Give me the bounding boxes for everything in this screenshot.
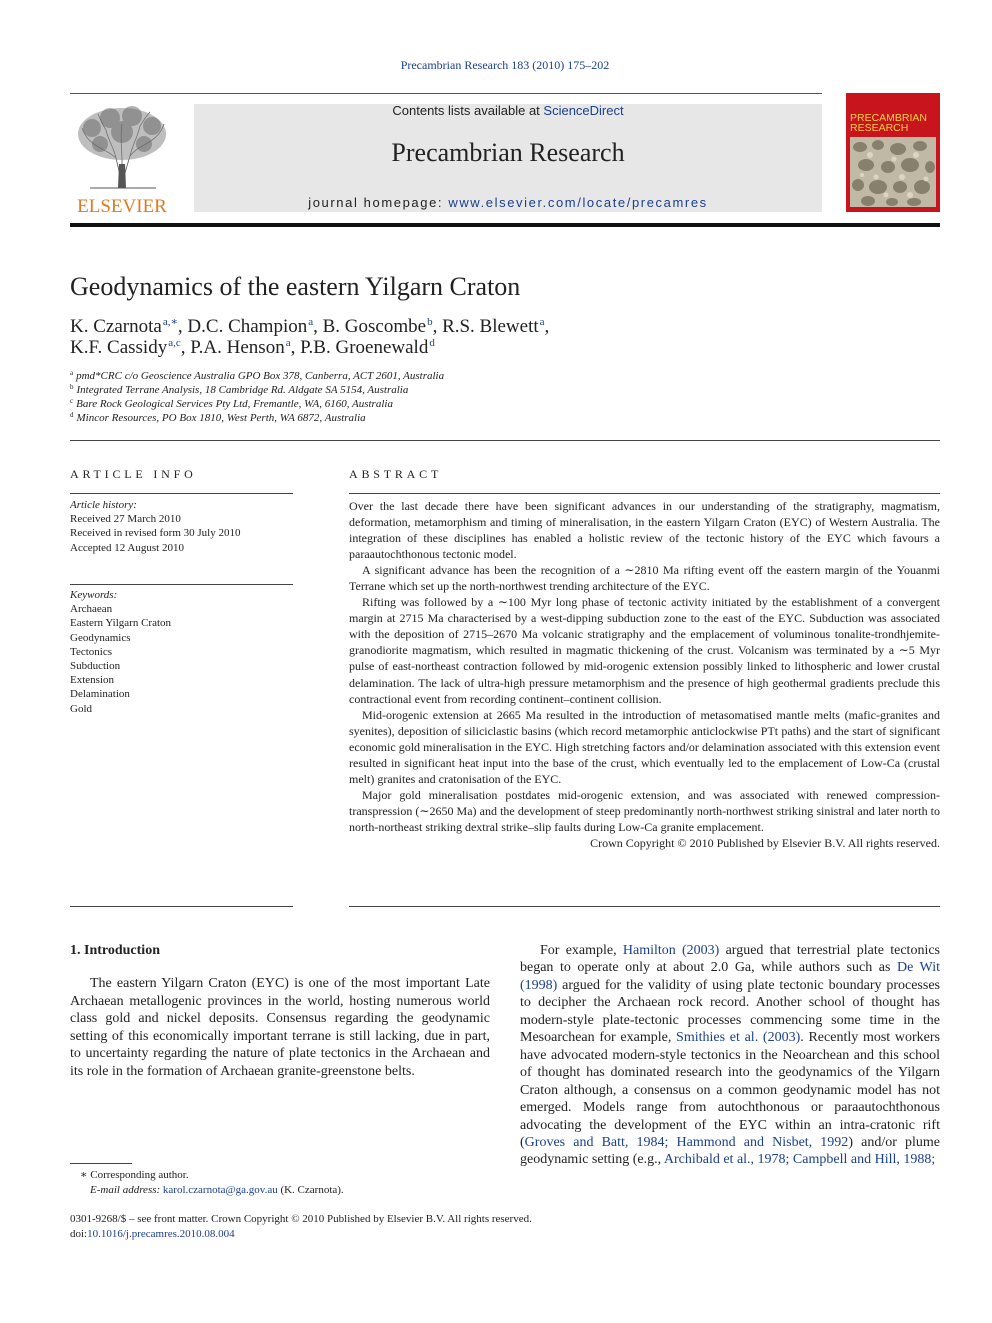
homepage-line [194, 195, 822, 210]
keyword: Subduction [70, 660, 121, 673]
author-list-line-1 [70, 315, 549, 338]
doi-line [70, 1227, 532, 1242]
journal-cover[interactable] [846, 93, 940, 212]
page-footer [70, 1212, 532, 1242]
citation-link[interactable]: Smithies et al. (2003) [676, 1030, 801, 1046]
email-label: E-mail address: [90, 1184, 163, 1196]
article-history [70, 498, 240, 555]
keyword: Delamination [70, 688, 130, 701]
author-separator: , [432, 316, 443, 337]
body-column-left [70, 942, 490, 1080]
introduction-paragraph-1: The eastern Yilgarn Craton (EYC) is one of the most important Late Archaean metallogenic provinces in the world, hosting numerous world class gold and nickel deposits. Consensus regarding the geodynamic setting of this economically important terrane is still lacking, due in part, to uncertainty regarding the nature of plate tectonics in the Archaean and its role in the formation of Archaean granite-greenstone belts. [70, 976, 490, 1079]
keywords-heading: Keywords: [70, 589, 118, 601]
abstract-bottom-rule [349, 906, 940, 907]
affiliation-text: Mincor Resources, PO Box 1810, West Perth, WA 6872, Australia [76, 412, 366, 424]
affiliation [70, 369, 444, 382]
journal-title: Precambrian Research [391, 138, 625, 167]
cover-image [850, 137, 936, 207]
author-name: B. Goscombe [322, 316, 427, 337]
homepage-prefix: journal homepage: [308, 195, 449, 210]
text-run: ) and/or plume geodynamic setting (e.g., [520, 1134, 940, 1168]
keyword: Tectonics [70, 645, 112, 658]
abstract-paragraph: A significant advance has been the recognition of a ∼2810 Ma rifting event off the eastern margin of the Youanmi Terrane which set up the north-northwest trending architecture of the EYC. [349, 563, 940, 594]
history-accepted: Accepted 12 August 2010 [70, 541, 184, 554]
author-separator: , [177, 316, 188, 337]
article-info-label: ARTICLE INFO [70, 467, 197, 481]
citation-link[interactable]: De Wit (1998) [520, 960, 940, 993]
affiliation-mark: a [70, 369, 74, 377]
cover-title-line-2: RESEARCH [850, 122, 909, 134]
author-affiliation-mark[interactable]: d [429, 337, 435, 349]
header-bottom-rule [70, 223, 940, 227]
author-separator: , [290, 337, 301, 358]
author-name: P.A. Henson [190, 337, 285, 358]
abstract-paragraph: Rifting was followed by a ∼100 Myr long phase of tectonic activity initiated by the establishment of a convergent margin at 2715 Ma characterised by a west-dipping subduction zone to the east of the EYC. Subduction was associated with the deposition of 2715–2670 Ma volcanic stratigraphy and the emplacement of voluminous tonalite-trondhjemite-granodiorite magmatism, which resulted in magmatic thickening of the crust. Volcanism was terminated by a ∼5 Myr pulse of east-northeast contraction followed by mid-orogenic extension possibly linked to lithospheric and lower crustal delamination. The lack of ultra-high pressure metamorphism and the presence of high geothermal gradients preclude this contractional event from recording continent–continent collision. [349, 595, 940, 706]
author-separator: , [544, 316, 550, 337]
body-column-right [520, 942, 940, 1169]
abstract-paragraph: Over the last decade there have been significant advances in our understanding of the stratigraphy, magmatism, deformation, metamorphism and timing of mineralisation, in the eastern Yilgarn Craton (EYC) of Western Australia. The integration of these disciplines has enabled a holistic review of the tectonic history of the EYC which favours a paraautochthonous tectonic model. [349, 499, 940, 562]
author-name: K. Czarnota [70, 316, 162, 337]
author-name: R.S. Blewett [442, 316, 539, 337]
author-name: K.F. Cassidy [70, 337, 168, 358]
citation-link[interactable]: Groves and Batt, 1984; Hammond and Nisbet, 1992 [524, 1134, 849, 1150]
author-name: D.C. Champion [187, 316, 308, 337]
doi-link[interactable]: 10.1016/j.precamres.2010.08.004 [87, 1228, 235, 1240]
text-run: argued that terrestrial plate tectonics began to operate only at about 2.0 Ga, while authors such as [520, 943, 940, 976]
affiliation-text: pmd*CRC c/o Geoscience Australia GPO Box 378, Canberra, ACT 2601, Australia [76, 370, 445, 382]
cover-title-line-1: PRECAMBRIAN [850, 112, 928, 124]
keyword: Eastern Yilgarn Craton [70, 617, 172, 630]
header-top-rule [70, 93, 822, 94]
affiliation-mark: d [70, 411, 74, 419]
history-revised: Received in revised form 30 July 2010 [70, 527, 241, 540]
abstract-label: ABSTRACT [349, 467, 443, 481]
author-affiliation-mark[interactable]: a [285, 337, 291, 349]
affiliation-mark: b [70, 383, 74, 391]
keyword: Geodynamics [70, 631, 131, 644]
contents-line [194, 103, 822, 118]
abstract-copyright: Crown Copyright © 2010 Published by Elsevier B.V. All rights reserved. [590, 835, 940, 850]
article-info-bottom-rule [70, 906, 293, 907]
homepage-link[interactable]: www.elsevier.com/locate/precamres [448, 195, 708, 210]
text-run: . Recently most workers have advocated modern-style tectonics in the Neoarchean and this school of thought has dominated research into the geodynamics of the Yilgarn Craton although, a consensus on a common geodynamic model has not emerged. Models range from autochthonous or paraautochthonous advocating the development of the EYC within an intra-cratonic rift ( [520, 1030, 940, 1150]
affiliation [70, 397, 393, 410]
abstract-paragraph: Mid-orogenic extension at 2665 Ma resulted in the introduction of metasomatised mantle melts (mafic-granites and syenites), deposition of siliciclastic basins (which record metamorphic anticlockwise PTt paths) and the start of significant economic gold mineralisation in the EYC. High stretching factors and/or delamination associated with this extension event resulted in significant heat input into the base of the crust, which eventually led to the emplacement of Low-Ca (crustal melt) granites and cratonisation of the EYC. [349, 707, 940, 786]
corresponding-author-line: ∗ Corresponding author. [80, 1169, 189, 1181]
text-run: For example, [540, 943, 623, 958]
author-affiliation-mark[interactable]: a [539, 316, 545, 328]
contents-prefix: Contents lists available at [392, 103, 544, 118]
affiliation-text: Integrated Terrane Analysis, 18 Cambridge Rd. Aldgate SA 5154, Australia [76, 384, 409, 396]
sciencedirect-link[interactable]: ScienceDirect [543, 103, 624, 118]
article-info-rule [70, 493, 293, 494]
keywords [70, 588, 171, 716]
affiliation [70, 383, 408, 396]
history-received: Received 27 March 2010 [70, 513, 181, 526]
journal-reference[interactable]: Precambrian Research 183 (2010) 175–202 [400, 58, 610, 72]
article-history-heading: Article history: [70, 499, 137, 511]
abstract-paragraph: Major gold mineralisation postdates mid-orogenic extension, and was associated with renewed compression-transpression (∼2650 Ma) and the development of steep predominantly north-northwest striking sinistral and later north to north-northeast striking dextral strike–slip faults during Low-Ca granite emplacement. [349, 787, 940, 834]
doi-label: doi: [70, 1228, 88, 1240]
author-separator: , [180, 337, 191, 358]
keywords-rule [70, 584, 293, 585]
issn-line: 0301-9268/$ – see front matter. Crown Copyright © 2010 Published by Elsevier B.V. All rights reserved. [70, 1213, 532, 1225]
article-title: Geodynamics of the eastern Yilgarn Craton [70, 272, 521, 301]
affiliation-mark: c [70, 397, 74, 405]
elsevier-logo-text: ELSEVIER [77, 196, 167, 216]
introduction-heading: 1. Introduction [70, 943, 160, 958]
author-affiliation-mark[interactable]: b [427, 316, 433, 328]
keyword: Gold [70, 702, 92, 715]
abstract-rule [349, 493, 940, 494]
citation-link[interactable]: Archibald et al., 1978; Campbell and Hill, 1988; [663, 1152, 936, 1168]
affiliation-text: Bare Rock Geological Services Pty Ltd, Fremantle, WA, 6160, Australia [76, 398, 393, 410]
corresponding-author-footnote [70, 1168, 344, 1198]
abstract-body [349, 498, 940, 851]
email-line [70, 1183, 344, 1198]
keyword: Extension [70, 674, 114, 687]
text-run: argued for the validity of using plate tectonic boundary processes to decipher the Archaean rock record. Another school of thought has modern-style plate-tectonic processes commencing some time in the Mesoarchean for example, [520, 977, 940, 1046]
author-affiliation-mark[interactable]: a,∗ [162, 316, 178, 328]
affiliation [70, 411, 366, 424]
author-name: P.B. Groenewald [300, 337, 429, 358]
affiliation-rule [70, 440, 940, 441]
author-affiliation-mark[interactable]: a,c [168, 337, 181, 349]
cover-title [850, 113, 940, 133]
author-separator: , [313, 316, 323, 337]
email-suffix: (K. Czarnota). [277, 1184, 344, 1196]
elsevier-tree-logo [70, 104, 174, 216]
footnote-rule [70, 1163, 132, 1164]
author-affiliation-mark[interactable]: a [308, 316, 314, 328]
email-link[interactable]: karol.czarnota@ga.gov.au [162, 1184, 278, 1196]
keyword: Archaean [70, 603, 113, 616]
introduction-paragraph-2 [520, 942, 940, 1169]
author-list-line-2 [70, 337, 435, 359]
citation-link[interactable]: Hamilton (2003) [622, 943, 720, 958]
